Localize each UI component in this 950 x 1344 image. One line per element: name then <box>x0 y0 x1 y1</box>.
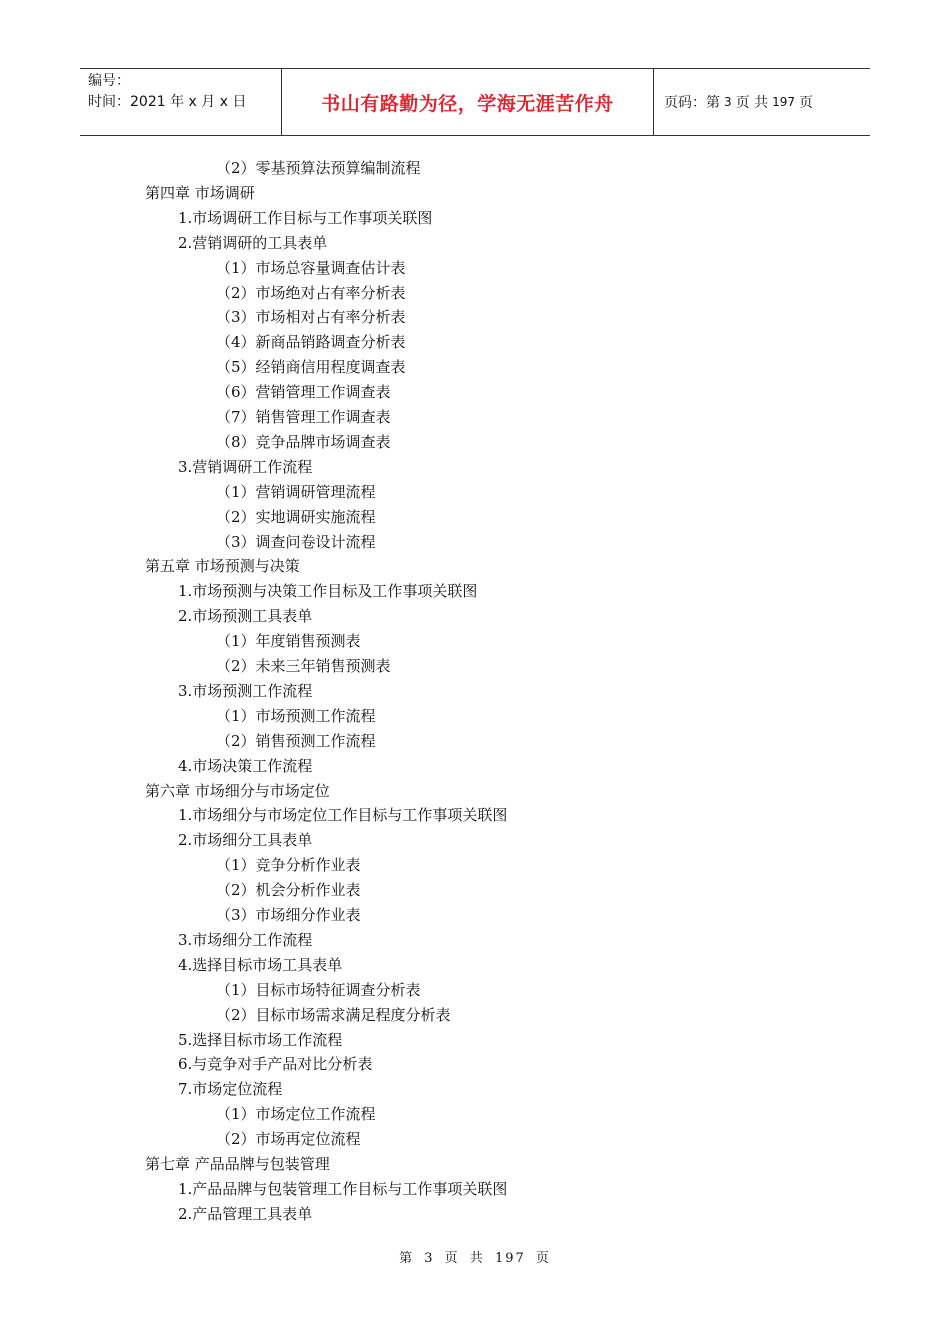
toc-section: 2.市场细分工具表单 <box>178 831 313 850</box>
toc-chapter: 第五章 市场预测与决策 <box>145 557 300 576</box>
page-suffix: 页 <box>799 95 813 111</box>
toc-subsection: （2）销售预测工作流程 <box>216 731 376 750</box>
footer-mid1: 页 <box>444 1251 460 1266</box>
toc-section: 7.市场定位流程 <box>178 1080 283 1099</box>
toc-section: 3.营销调研工作流程 <box>178 457 313 476</box>
toc-subsection: （3）调查问卷设计流程 <box>216 532 376 551</box>
toc-subsection: （1）目标市场特征调查分析表 <box>216 980 421 999</box>
page-prefix: 页码：第 <box>664 95 720 111</box>
toc-subsection: （2）机会分析作业表 <box>216 881 361 900</box>
toc-subsection: （1）年度销售预测表 <box>216 632 361 651</box>
toc-subsection: （4）新商品销路调查分析表 <box>216 333 406 352</box>
header-page-info <box>654 69 870 135</box>
toc-chapter: 第七章 产品品牌与包装管理 <box>145 1155 330 1173</box>
toc-section: 1.市场细分与市场定位工作目标与工作事项关联图 <box>178 806 508 825</box>
toc-subsection: （2）目标市场需求满足程度分析表 <box>216 1005 451 1024</box>
toc-section: 6.与竞争对手产品对比分析表 <box>178 1055 373 1074</box>
toc-subsection: （7）销售管理工作调查表 <box>216 408 391 426</box>
toc-section: 2.营销调研的工具表单 <box>178 233 328 252</box>
toc-section: 2.产品管理工具表单 <box>178 1204 313 1223</box>
footer-prefix: 第 <box>399 1251 415 1266</box>
toc-section: 1.产品品牌与包装管理工作目标与工作事项关联图 <box>178 1179 508 1198</box>
time-label: 时间：2021 年 x 月 x 日 <box>88 94 247 110</box>
toc-subsection: （2）零基预算法预算编制流程 <box>216 159 421 177</box>
toc-section: 4.选择目标市场工具表单 <box>178 955 343 974</box>
page-current: 3 <box>724 95 732 109</box>
header-meta <box>80 69 282 135</box>
toc-subsection: （3）市场细分作业表 <box>216 906 361 924</box>
page-footer <box>0 1247 950 1266</box>
toc-chapter: 第四章 市场调研 <box>145 183 255 202</box>
toc-section: 2.市场预测工具表单 <box>178 607 313 626</box>
toc-subsection: （2）市场再定位流程 <box>216 1130 361 1149</box>
toc-chapter: 第六章 市场细分与市场定位 <box>145 781 330 800</box>
page-total: 197 <box>772 95 795 109</box>
toc-section: 5.选择目标市场工作流程 <box>178 1030 343 1049</box>
toc-subsection: （1）营销调研管理流程 <box>216 482 376 501</box>
toc-section: 1.市场预测与决策工作目标及工作事项关联图 <box>178 582 478 601</box>
header-motto: 书山有路勤为径，学海无涯苦作舟 <box>282 69 654 135</box>
toc-section: 4.市场决策工作流程 <box>178 756 313 775</box>
toc-subsection: （2）实地调研实施流程 <box>216 507 376 526</box>
toc-subsection: （3）市场相对占有率分析表 <box>216 308 406 327</box>
toc-subsection: （1）市场总容量调查估计表 <box>216 258 406 277</box>
toc-subsection: （8）竞争品牌市场调查表 <box>216 432 391 451</box>
toc-subsection: （1）市场定位工作流程 <box>216 1105 376 1124</box>
toc-subsection: （5）经销商信用程度调查表 <box>216 358 406 377</box>
toc-subsection: （1）竞争分析作业表 <box>216 856 361 875</box>
footer-suffix: 页 <box>535 1251 551 1266</box>
toc-subsection: （1）市场预测工作流程 <box>216 706 376 725</box>
toc-subsection: （2）未来三年销售预测表 <box>216 657 391 675</box>
page-mid: 页 共 <box>735 95 769 111</box>
page-header <box>80 68 870 136</box>
toc-subsection: （6）营销管理工作调查表 <box>216 383 391 402</box>
footer-current: 3 <box>424 1251 435 1266</box>
toc-subsection: （2）市场绝对占有率分析表 <box>216 283 406 302</box>
toc-section: 3.市场细分工作流程 <box>178 930 313 949</box>
footer-total: 197 <box>494 1251 526 1266</box>
footer-mid2: 共 <box>469 1251 485 1266</box>
number-label: 编号： <box>88 73 130 89</box>
toc-section: 3.市场预测工作流程 <box>178 681 313 700</box>
toc-section: 1.市场调研工作目标与工作事项关联图 <box>178 208 433 227</box>
